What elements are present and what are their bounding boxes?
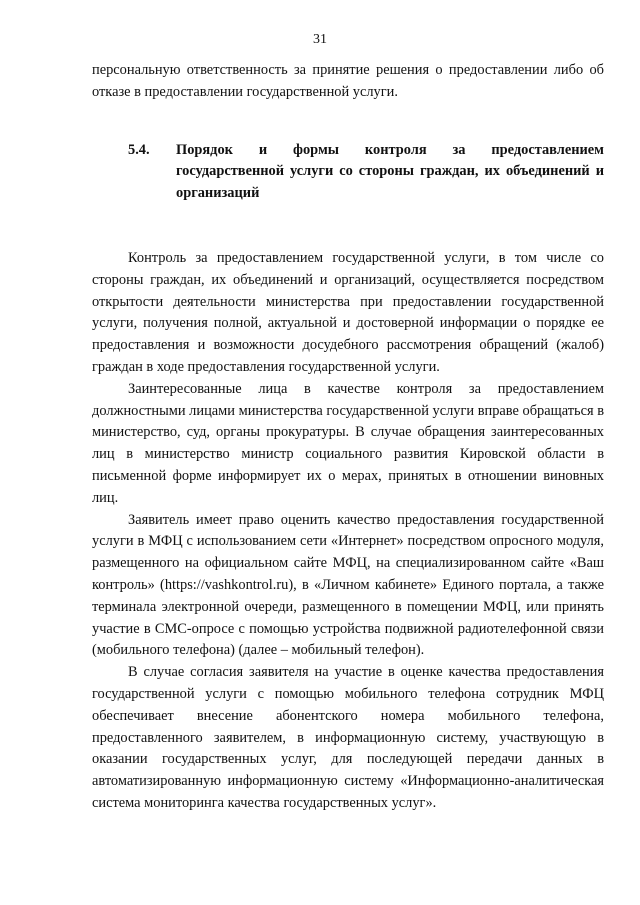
body-paragraph: Заявитель имеет право оценить качество предоставления государственной услуги в МФЦ с использованием сети «Интернет» посредством опросного модуля, размещенного на официальном сайте МФЦ, на специализированном сайте «Ваш контроль» (https://vashkontrol.ru), в «Личном кабинете» Единого портала, а также терминала электронной очереди, размещенного в помещении МФЦ, или принять участие в СМС-опросе с помощью устройства подвижной радиотелефонной связи (мобильного телефона) (далее – мобильный телефон). [92,511,604,659]
body-paragraph: Заинтересованные лица в качестве контроля за предоставлением должностными лицами министерства государственной услуги вправе обращаться в министерство, суд, органы прокуратуры. В случае обращения заинтересованных лиц в министерство министр социального развития Кировской области в письменной форме информирует их о мерах, принятых в отношении виновных лиц. [92,380,604,506]
opening-paragraph: персональную ответственность за принятие решения о предоставлении либо об отказе в предоставлении государственной услуги. [92,62,604,100]
body-paragraph: В случае согласия заявителя на участие в оценке качества предоставления государственной услуги с помощью мобильного телефона сотрудник МФЦ обеспечивает внесение абонентского номера мобильного телефона, предоставленного заявителем, в информационную систему, участвующую в оказании государственных услуг, для последующей передачи данных в автоматизированную информационную систему «Информационно-аналитическая система мониторинга качества государственных услуг». [92,664,604,812]
document-body [92,60,604,815]
body-paragraph: Контроль за предоставлением государственной услуги, в том числе со стороны граждан, их объединений и организаций, осуществляется посредством открытости деятельности министерства при предоставлении государственной услуги, получения полной, актуальной и достоверной информации о порядке ее предоставления и возможности досудебного рассмотрения обращений (жалоб) граждан в ходе предоставления государственной услуги. [92,250,604,376]
section-title: Порядок и формы контроля за предоставлением государственной услуги со стороны граждан, их объединений и организаций [176,141,604,201]
section-number: 5.4. [128,141,150,158]
section-heading [92,140,604,205]
page-number: 31 [313,32,327,47]
